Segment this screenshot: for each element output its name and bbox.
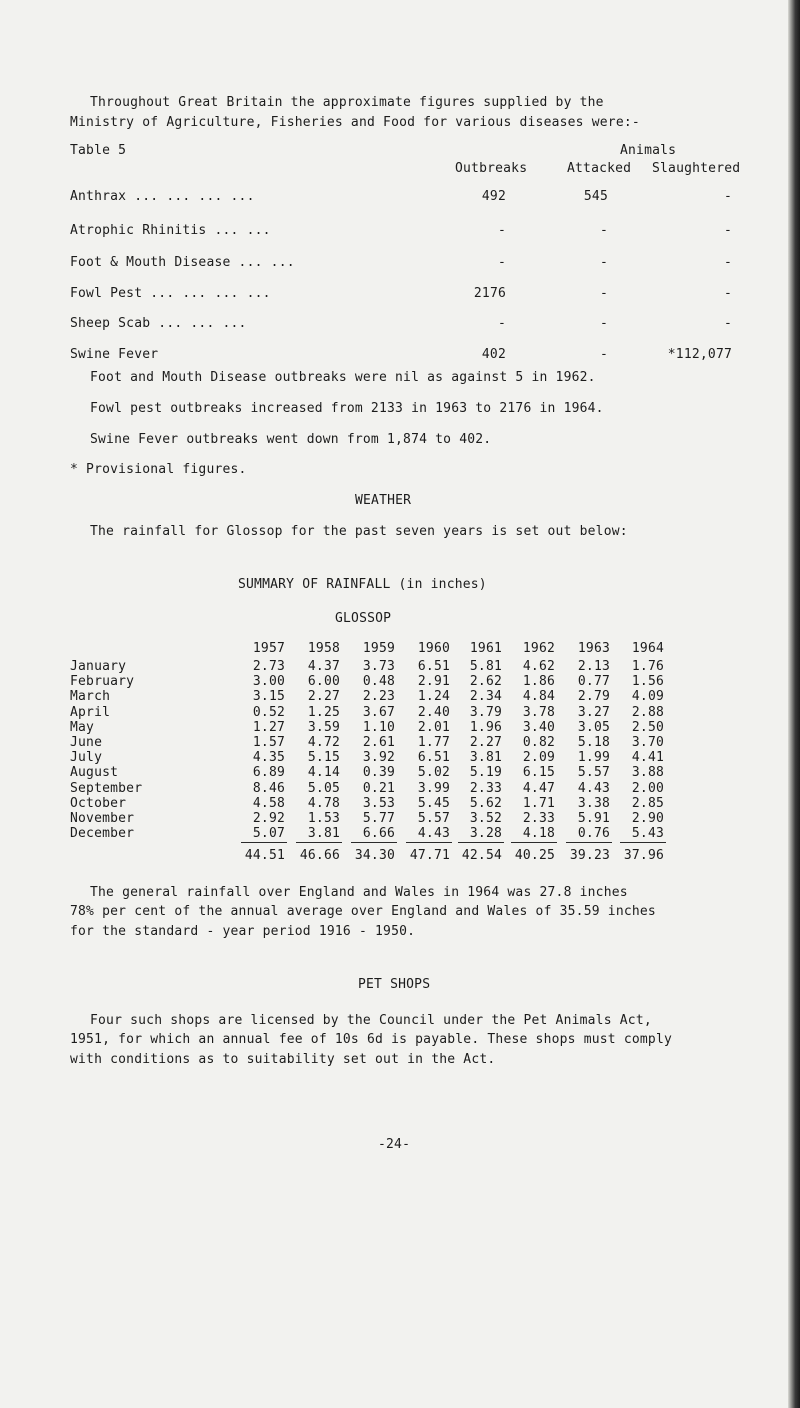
rainfall-value: 2.23 xyxy=(362,689,395,705)
year-header: 1961 xyxy=(469,641,502,656)
rainfall-value: 3.15 xyxy=(252,689,285,705)
month-label: January xyxy=(70,659,127,674)
pet-shops-line-1: Four such shops are licensed by the Council under the Pet Animals Act, xyxy=(90,1013,652,1028)
table5-col-outbreaks: Outbreaks xyxy=(455,161,528,176)
rainfall-value: 3.79 xyxy=(469,704,502,720)
month-label: December xyxy=(70,826,135,842)
rainfall-value: 0.52 xyxy=(252,704,285,720)
outbreaks-value: 2176 xyxy=(473,286,506,301)
rainfall-value: 2.92 xyxy=(252,811,285,826)
attacked-value: - xyxy=(599,255,608,270)
disease-name: Atrophic Rhinitis ... ... xyxy=(70,223,271,238)
rainfall-value: 1.76 xyxy=(631,659,664,674)
scan-edge xyxy=(788,0,800,1408)
rainfall-value: 3.67 xyxy=(362,704,395,720)
table5-col-slaughtered: Slaughtered xyxy=(652,161,741,176)
rainfall-total: 40.25 xyxy=(514,848,555,863)
rainfall-value: 6.51 xyxy=(417,659,450,674)
rainfall-value: 0.82 xyxy=(522,735,555,750)
weather-intro: The rainfall for Glossop for the past seven years is set out below: xyxy=(90,524,628,539)
disease-name: Swine Fever xyxy=(70,347,159,362)
page-number: -24- xyxy=(378,1137,411,1152)
rainfall-value: 5.02 xyxy=(417,765,450,781)
rainfall-value: 3.70 xyxy=(631,735,664,750)
rainfall-value: 2.85 xyxy=(631,795,664,811)
total-rule xyxy=(241,842,287,843)
rainfall-value: 1.53 xyxy=(307,811,340,826)
rainfall-value: 5.43 xyxy=(631,826,664,842)
general-line-2: 78% per cent of the annual average over England and Wales of 35.59 inches xyxy=(70,904,656,919)
rainfall-value: 4.18 xyxy=(522,826,555,842)
rainfall-value: 3.53 xyxy=(362,795,395,811)
rainfall-value: 2.61 xyxy=(362,735,395,750)
attacked-value: - xyxy=(599,316,608,331)
rainfall-value: 1.77 xyxy=(417,735,450,750)
rainfall-value: 0.76 xyxy=(577,826,610,842)
total-rule xyxy=(406,842,452,843)
disease-name: Sheep Scab ... ... ... xyxy=(70,316,247,331)
rainfall-value: 4.78 xyxy=(307,795,340,811)
year-header: 1962 xyxy=(522,641,555,656)
rainfall-value: 5.07 xyxy=(252,826,285,842)
rainfall-value: 2.33 xyxy=(469,780,502,796)
rainfall-total: 42.54 xyxy=(461,848,502,863)
disease-name: Fowl Pest ... ... ... ... xyxy=(70,286,271,301)
total-rule xyxy=(566,842,612,843)
rainfall-value: 2.50 xyxy=(631,719,664,735)
month-label: March xyxy=(70,689,111,705)
rainfall-value: 5.91 xyxy=(577,811,610,826)
slaughtered-value: - xyxy=(723,255,732,270)
note-fowl-pest: Fowl pest outbreaks increased from 2133 in 1963 to 2176 in 1964. xyxy=(90,401,604,416)
month-label: February xyxy=(70,674,135,690)
rainfall-value: 3.78 xyxy=(522,704,555,720)
rainfall-value: 3.38 xyxy=(577,795,610,811)
rainfall-value: 3.05 xyxy=(577,719,610,735)
intro-line-1: Throughout Great Britain the approximate figures supplied by the xyxy=(90,95,604,110)
general-line-1: The general rainfall over England and Wales in 1964 was 27.8 inches xyxy=(90,885,628,900)
rainfall-value: 4.62 xyxy=(522,659,555,674)
rainfall-value: 1.86 xyxy=(522,674,555,690)
note-provisional: * Provisional figures. xyxy=(70,462,247,477)
rainfall-value: 4.43 xyxy=(417,826,450,842)
month-label: October xyxy=(70,795,127,811)
rainfall-value: 5.45 xyxy=(417,795,450,811)
rainfall-value: 0.21 xyxy=(362,780,395,796)
rainfall-value: 2.40 xyxy=(417,704,450,720)
total-rule xyxy=(511,842,557,843)
disease-name: Anthrax ... ... ... ... xyxy=(70,189,255,204)
rainfall-value: 2.13 xyxy=(577,659,610,674)
pet-shops-line-2: 1951, for which an annual fee of 10s 6d is payable. These shops must comply xyxy=(70,1032,672,1047)
rainfall-total: 47.71 xyxy=(409,848,450,863)
rainfall-value: 2.62 xyxy=(469,674,502,690)
rainfall-value: 2.73 xyxy=(252,659,285,674)
rainfall-value: 1.99 xyxy=(577,750,610,766)
rainfall-value: 2.27 xyxy=(469,735,502,750)
rainfall-value: 3.52 xyxy=(469,811,502,826)
pet-shops-line-3: with conditions as to suitability set out in the Act. xyxy=(70,1052,496,1067)
rainfall-value: 2.91 xyxy=(417,674,450,690)
rainfall-value: 6.00 xyxy=(307,674,340,690)
rainfall-value: 2.90 xyxy=(631,811,664,826)
rainfall-value: 3.99 xyxy=(417,780,450,796)
rainfall-value: 2.88 xyxy=(631,704,664,720)
rainfall-value: 3.81 xyxy=(469,750,502,766)
rainfall-value: 2.01 xyxy=(417,719,450,735)
rainfall-total: 46.66 xyxy=(299,848,340,863)
rainfall-value: 2.79 xyxy=(577,689,610,705)
slaughtered-value: - xyxy=(723,316,732,331)
rainfall-value: 3.40 xyxy=(522,719,555,735)
year-header: 1958 xyxy=(307,641,340,656)
note-foot-mouth: Foot and Mouth Disease outbreaks were nil as against 5 in 1962. xyxy=(90,370,596,385)
attacked-value: - xyxy=(599,223,608,238)
rainfall-value: 1.24 xyxy=(417,689,450,705)
rainfall-value: 6.66 xyxy=(362,826,395,842)
rainfall-value: 0.77 xyxy=(577,674,610,690)
rainfall-value: 4.72 xyxy=(307,735,340,750)
rainfall-value: 5.77 xyxy=(362,811,395,826)
intro-line-2: Ministry of Agriculture, Fisheries and Food for various diseases were:- xyxy=(70,115,640,130)
rainfall-value: 5.62 xyxy=(469,795,502,811)
rainfall-value: 5.19 xyxy=(469,765,502,781)
slaughtered-value: - xyxy=(723,286,732,301)
year-header: 1957 xyxy=(252,641,285,656)
rainfall-value: 4.41 xyxy=(631,750,664,766)
rainfall-value: 0.39 xyxy=(362,765,395,781)
rainfall-value: 3.28 xyxy=(469,826,502,842)
disease-name: Foot & Mouth Disease ... ... xyxy=(70,255,295,270)
total-rule xyxy=(351,842,397,843)
month-label: September xyxy=(70,780,143,796)
rainfall-total: 34.30 xyxy=(354,848,395,863)
rainfall-value: 3.00 xyxy=(252,674,285,690)
rainfall-title: SUMMARY OF RAINFALL (in inches) xyxy=(238,577,487,592)
rainfall-value: 3.81 xyxy=(307,826,340,842)
rainfall-total: 37.96 xyxy=(623,848,664,863)
rainfall-place: GLOSSOP xyxy=(335,611,392,626)
rainfall-value: 5.15 xyxy=(307,750,340,766)
attacked-value: 545 xyxy=(583,189,608,204)
outbreaks-value: - xyxy=(497,223,506,238)
rainfall-value: 4.47 xyxy=(522,780,555,796)
outbreaks-value: 402 xyxy=(481,347,506,362)
table5-header-animals: Animals xyxy=(620,143,677,158)
rainfall-value: 5.05 xyxy=(307,780,340,796)
total-rule xyxy=(620,842,666,843)
outbreaks-value: - xyxy=(497,255,506,270)
rainfall-value: 2.27 xyxy=(307,689,340,705)
rainfall-total: 44.51 xyxy=(244,848,285,863)
rainfall-value: 4.14 xyxy=(307,765,340,781)
rainfall-total: 39.23 xyxy=(569,848,610,863)
rainfall-value: 5.81 xyxy=(469,659,502,674)
rainfall-value: 3.92 xyxy=(362,750,395,766)
rainfall-value: 4.43 xyxy=(577,780,610,796)
outbreaks-value: 492 xyxy=(481,189,506,204)
rainfall-value: 1.10 xyxy=(362,719,395,735)
rainfall-value: 2.00 xyxy=(631,780,664,796)
rainfall-value: 1.25 xyxy=(307,704,340,720)
general-line-3: for the standard - year period 1916 - 1950. xyxy=(70,924,416,939)
rainfall-value: 0.48 xyxy=(362,674,395,690)
attacked-value: - xyxy=(599,347,608,362)
rainfall-value: 2.33 xyxy=(522,811,555,826)
rainfall-value: 1.71 xyxy=(522,795,555,811)
rainfall-value: 4.37 xyxy=(307,659,340,674)
rainfall-value: 4.84 xyxy=(522,689,555,705)
slaughtered-value: *112,077 xyxy=(667,347,732,362)
rainfall-value: 4.35 xyxy=(252,750,285,766)
year-header: 1959 xyxy=(362,641,395,656)
rainfall-value: 4.58 xyxy=(252,795,285,811)
rainfall-value: 1.27 xyxy=(252,719,285,735)
rainfall-value: 3.73 xyxy=(362,659,395,674)
rainfall-value: 5.57 xyxy=(577,765,610,781)
rainfall-value: 5.57 xyxy=(417,811,450,826)
slaughtered-value: - xyxy=(723,223,732,238)
rainfall-value: 5.18 xyxy=(577,735,610,750)
weather-heading: WEATHER xyxy=(355,493,412,508)
month-label: April xyxy=(70,704,111,720)
year-header: 1964 xyxy=(631,641,664,656)
year-header: 1960 xyxy=(417,641,450,656)
note-swine-fever: Swine Fever outbreaks went down from 1,874 to 402. xyxy=(90,432,492,447)
rainfall-value: 1.96 xyxy=(469,719,502,735)
outbreaks-value: - xyxy=(497,316,506,331)
attacked-value: - xyxy=(599,286,608,301)
month-label: November xyxy=(70,811,135,826)
month-label: July xyxy=(70,750,103,766)
rainfall-value: 2.34 xyxy=(469,689,502,705)
month-label: June xyxy=(70,735,103,750)
pet-shops-heading: PET SHOPS xyxy=(358,977,431,992)
rainfall-value: 6.51 xyxy=(417,750,450,766)
rainfall-value: 6.15 xyxy=(522,765,555,781)
rainfall-value: 3.27 xyxy=(577,704,610,720)
rainfall-value: 8.46 xyxy=(252,780,285,796)
rainfall-value: 3.88 xyxy=(631,765,664,781)
total-rule xyxy=(458,842,504,843)
slaughtered-value: - xyxy=(723,189,732,204)
table5-label: Table 5 xyxy=(70,143,127,158)
year-header: 1963 xyxy=(577,641,610,656)
rainfall-value: 1.57 xyxy=(252,735,285,750)
rainfall-value: 3.59 xyxy=(307,719,340,735)
rainfall-value: 2.09 xyxy=(522,750,555,766)
rainfall-value: 4.09 xyxy=(631,689,664,705)
month-label: May xyxy=(70,719,95,735)
total-rule xyxy=(296,842,342,843)
rainfall-value: 1.56 xyxy=(631,674,664,690)
table5-col-attacked: Attacked xyxy=(567,161,632,176)
month-label: August xyxy=(70,765,119,781)
rainfall-value: 6.89 xyxy=(252,765,285,781)
